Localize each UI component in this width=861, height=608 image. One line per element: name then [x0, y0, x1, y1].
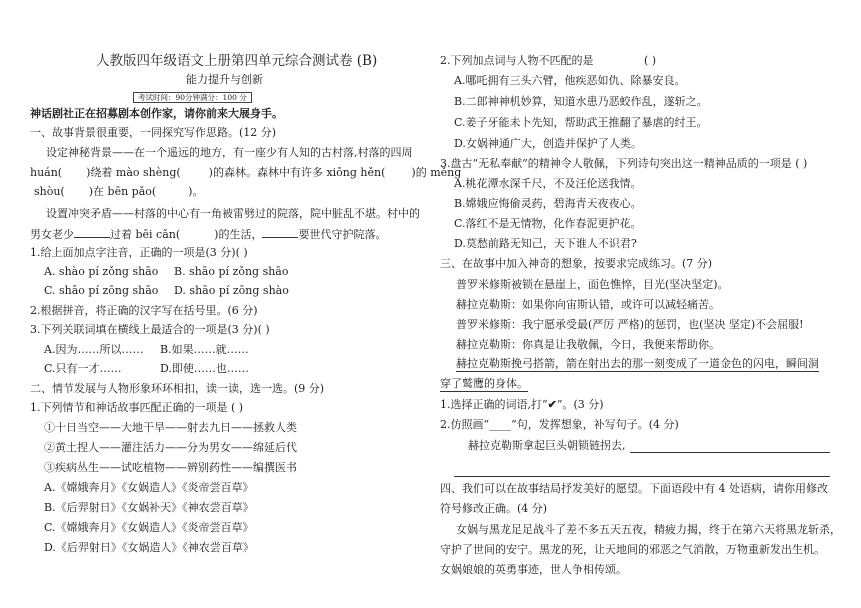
s4-para-line-3: 女娲娘娘的英勇事迹，世人争相传颂。: [440, 563, 627, 576]
life-text: )的生活，: [214, 228, 263, 241]
s1-para1-line2: [30, 166, 461, 180]
s2-plot-2: ②黄土捏人——灌注活力——分为男女——绵延后代: [44, 441, 297, 454]
s2-q3-option-d[interactable]: D.莫愁前路无知己，天下谁人不识君?: [454, 237, 637, 250]
answer-line-1[interactable]: [630, 452, 830, 453]
blank-conjunction-1[interactable]: [74, 226, 110, 238]
s3-q1-text-b: ”。(3 分): [556, 398, 604, 411]
s1-q1-option-c[interactable]: C. shāo pí zōng shāo: [44, 284, 159, 297]
s1-question-3: 3.下列关联词填在横线上最适合的一项是(3 分)( ): [30, 323, 270, 336]
s1-q1-option-a[interactable]: A. shào pí zǒng shāo: [44, 265, 159, 278]
pinyin-meng: )的 měng: [411, 166, 462, 179]
s2-q3-option-c[interactable]: C.落红不是无情物，化作春泥更护花。: [454, 217, 642, 230]
s2-plot-1: ①十日当空——大地干旱——射去九日——拯救人类: [44, 421, 297, 434]
s1-q3-option-c[interactable]: C.只有一才……: [44, 362, 122, 375]
s1-question-1: 1.给上面加点字注音，正确的一项是(3 分)( ): [30, 246, 248, 259]
answer-line-2[interactable]: [454, 476, 830, 477]
villagers-text: 男女老少: [30, 228, 74, 241]
s3-q1-text-a: 1.选择正确的词语,打“: [440, 398, 548, 411]
s1-para1-line1: 设定神秘背景——在一个遥远的地方，有一座少有人知的古村落,村落的四周: [46, 146, 413, 159]
section-2-heading: 二、情节发展与人物形象环环相扣，读一读，选一选。(9 分): [30, 382, 325, 395]
s2-question-2: 2.下列加点词与人物不匹配的是: [440, 54, 594, 67]
s3-question-1: [440, 398, 604, 412]
pinyin-shou: shòu(: [34, 185, 65, 198]
s2-question-1: 1.下列情节和神话故事匹配正确的一项是 ( ): [30, 401, 244, 414]
s1-q3-option-b[interactable]: B.如果……就……: [160, 343, 249, 356]
s1-q3-option-d[interactable]: D.即使……也……: [160, 362, 249, 375]
section-4-heading-cont: 符号修改正确。(4 分): [440, 502, 548, 515]
exam-title: 人教版四年级语文上册第四单元综合测试卷 (B): [96, 53, 378, 69]
s2-q1-option-a[interactable]: A.《嫦娥奔月》《女娲造人》《炎帝尝百草》: [44, 481, 254, 494]
s1-q3-option-a[interactable]: A.因为……所以……: [44, 343, 144, 356]
s2-q2-option-d[interactable]: D.女娲神通广大，创造并保护了人类。: [454, 137, 642, 150]
s2-q2-option-b[interactable]: B.二郎神神机妙算，知道水患乃恶蛟作乱，遂斩之。: [454, 95, 708, 108]
guard-text: 要世代守护院落。: [298, 228, 387, 241]
pinyin-beican: 过着 bēi cǎn(: [110, 228, 181, 241]
exam-subtitle: 能力提升与创新: [186, 73, 263, 86]
pinyin-benpao: )在 bēn pǎo(: [88, 185, 157, 198]
forest-text: )的森林。森林中有许多 xiōng hěn(: [208, 166, 386, 179]
s1-question-2: 2.根据拼音，将正确的汉字写在括号里。(6 分): [30, 304, 258, 317]
s1-q1-option-b[interactable]: B. shāo pí zǒng shāo: [174, 265, 289, 278]
s1-para1-line3: [34, 185, 203, 199]
s3-line-3: 普罗米修斯：我宁愿承受最(严厉 严格)的惩罚，也(坚决 坚定)不会屈服!: [456, 318, 804, 331]
s2-q1-option-c[interactable]: C.《嫦娥奔月》《女娲造人》《炎帝尝百草》: [44, 521, 254, 534]
section-3-heading: 三、在故事中加入神奇的想象，按要求完成练习。(7 分): [440, 257, 713, 270]
checkmark-icon: ✔: [547, 398, 557, 411]
s3-line-1: 普罗米修斯被锁在悬崖上，面色憔悴，目光(坚决坚定)。: [456, 278, 729, 291]
s2-q2-answer-paren[interactable]: ( ): [644, 54, 657, 67]
exam-info-box: 考试时间：90分钟满分：100 分: [133, 92, 252, 103]
section-1-heading: 一、故事背景很重要，一同探究写作思路。(12 分): [30, 126, 277, 139]
s3-line-2: 赫拉克勒斯：如果你向宙斯认错，或许可以减轻痛苦。: [456, 298, 720, 311]
blank-conjunction-2[interactable]: [262, 226, 298, 238]
s1-para2-line1: 设置冲突矛盾——村落的中心有一角被雷劈过的院落，院中脏乱不堪。村中的: [46, 207, 420, 220]
para-end: )。: [188, 185, 204, 198]
s2-question-3: 3.盘古“无私奉献”的精神令人敬佩，下列诗句突出这一精神品质的一项是 ( ): [440, 157, 808, 170]
s4-para-line-2: 守护了世间的安宁。黑龙的死，让天地间的邪恶之气消散，万物重新发出生机。: [440, 543, 825, 556]
s1-para2-line2: [30, 226, 386, 242]
s2-q3-option-b[interactable]: B.嫦娥应悔偷灵药，碧海青天夜夜心。: [454, 197, 642, 210]
intro-text: 神话剧社正在招募剧本创作家，请你前来大展身手。: [30, 107, 283, 120]
s2-plot-3: ③疾病丛生——试吃植物——辨别药性——编撰医书: [44, 461, 297, 474]
s3-question-2: 2.仿照画“____”句，发挥想象，补写句子。(4 分): [440, 418, 679, 431]
s3-line-4: 赫拉克勒斯：你真是让我敬佩，今日，我便来帮助你。: [456, 338, 720, 351]
s4-para-line-1: 女娲与黑龙足足战斗了差不多五天五夜，精疲力揭，终于在第六天将黑龙斩杀，: [456, 523, 841, 536]
s2-q3-option-a[interactable]: A.桃花潭水深千尺，不及汪伦送我情。: [454, 177, 642, 190]
pinyin-maosheng: )绕着 mào shèng(: [86, 166, 181, 179]
section-4-heading: 四、我们可以在故事结局抒发美好的愿望。下面语段中有 4 处语病，请你用修改: [440, 482, 828, 495]
s3-q2-prompt: 赫拉克勒斯拿起巨头朝锁链拐去,: [468, 439, 626, 452]
s3-underlined-sentence-1: 赫拉克勒斯挽弓搭箭，箭在射出去的那一刻变成了一道金色的闪电，瞬间洞: [456, 357, 819, 370]
s1-q1-option-d[interactable]: D. shāo pí zōng shào: [174, 284, 289, 297]
s2-q1-option-d[interactable]: D.《后羿射日》《女娲造人》《神农尝百草》: [44, 541, 254, 554]
s3-underlined-sentence-2: 穿了鹫鹰的身体。: [440, 377, 528, 390]
s2-q1-option-b[interactable]: B.《后羿射日》《女娲补天》《神农尝百草》: [44, 501, 254, 514]
s2-q2-option-c[interactable]: C.姜子牙能未卜先知，帮助武王推翻了暴虐的纣王。: [454, 116, 708, 129]
s2-q2-option-a[interactable]: A.哪吒拥有三头六臂，他疾恶如仇、除暴安良。: [454, 74, 686, 87]
pinyin-huan: huán(: [30, 166, 63, 179]
